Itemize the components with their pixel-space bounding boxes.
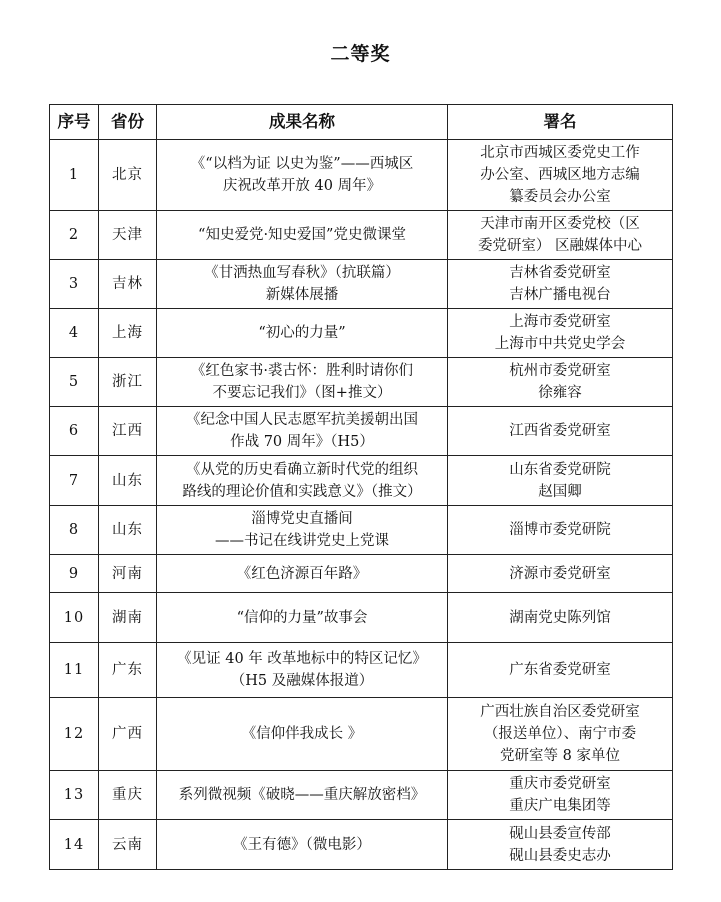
achievement-name-line: 《红色济源百年路》	[236, 565, 368, 582]
cell-seq: 10	[50, 593, 99, 643]
table-row	[50, 771, 673, 820]
author-line: 广东省委党研室	[509, 662, 611, 678]
table-row	[50, 260, 673, 309]
cell-seq: 6	[50, 407, 99, 456]
cell-seq: 14	[50, 820, 99, 870]
header-achievement-name: 成果名称	[157, 105, 448, 140]
table-row	[50, 211, 673, 260]
header-author: 署名	[448, 105, 673, 140]
author-line: 吉林省委党研室	[509, 265, 611, 281]
author-line: 吉林广播电视台	[509, 287, 611, 303]
cell-achievement-name	[157, 643, 448, 698]
cell-province: 天津	[99, 211, 157, 260]
cell-achievement-name	[157, 456, 448, 506]
achievement-name-line: 《“以档为证 以史为鉴”——西城区	[190, 156, 414, 172]
cell-achievement-name	[157, 260, 448, 309]
cell-province: 山东	[99, 506, 157, 555]
achievement-name-line: 《从党的历史看确立新时代党的组织	[186, 461, 418, 478]
cell-seq: 13	[50, 771, 99, 820]
achievement-name-line: “信仰的力量”故事会	[236, 609, 368, 626]
achievement-name-line: “知史爱党·知史爱国”党史微课堂	[198, 227, 406, 243]
table-row	[50, 456, 673, 506]
author-line: 重庆广电集团等	[509, 798, 611, 814]
cell-province: 北京	[99, 140, 157, 211]
author-line: 天津市南开区委党校（区	[480, 216, 640, 232]
achievement-name-line: （H5 及融媒体报道）	[230, 673, 374, 689]
table-row	[50, 358, 673, 407]
cell-province: 山东	[99, 456, 157, 506]
author-line: 淄博市委党研院	[509, 522, 611, 538]
author-line: 上海市委党研室	[509, 314, 611, 330]
author-line: 广西壮族自治区委党研室	[480, 704, 640, 720]
cell-author	[448, 358, 673, 407]
achievement-name-line: 《纪念中国人民志愿军抗美援朝出国	[186, 412, 418, 428]
achievement-name-line: 《王有德》（微电影）	[233, 836, 371, 853]
cell-author	[448, 593, 673, 643]
author-line: 江西省委党研室	[509, 423, 611, 439]
cell-province: 云南	[99, 820, 157, 870]
cell-author	[448, 643, 673, 698]
author-line: 党研室等 8 家单位	[500, 748, 620, 764]
achievement-name-line: 《红色家书·裘古怀：胜利时请你们	[190, 363, 414, 379]
achievement-name-line: 《信仰伴我成长 》	[241, 726, 363, 742]
author-line: 重庆市委党研室	[509, 776, 611, 792]
cell-seq: 2	[50, 211, 99, 260]
cell-author	[448, 407, 673, 456]
cell-achievement-name	[157, 506, 448, 555]
author-line: 北京市西城区委党史工作	[480, 145, 640, 161]
cell-achievement-name	[157, 820, 448, 870]
cell-province: 上海	[99, 309, 157, 358]
table-row	[50, 820, 673, 870]
author-line: 济源市委党研室	[509, 565, 611, 582]
author-line: 上海市中共党史学会	[494, 336, 626, 352]
page-title: 二等奖	[330, 43, 391, 65]
cell-achievement-name	[157, 593, 448, 643]
achievement-name-line: 《见证 40 年 改革地标中的特区记忆》	[177, 651, 427, 667]
cell-author	[448, 211, 673, 260]
cell-author	[448, 820, 673, 870]
cell-author	[448, 140, 673, 211]
table-row	[50, 643, 673, 698]
cell-province: 河南	[99, 555, 157, 593]
achievement-name-line: 作战 70 周年》（H5）	[230, 434, 374, 450]
cell-seq: 7	[50, 456, 99, 506]
cell-province: 吉林	[99, 260, 157, 309]
author-line: 砚山县委史志办	[509, 847, 611, 864]
cell-province: 湖南	[99, 593, 157, 643]
achievement-name-line: 系列微视频《破晓——重庆解放密档》	[178, 787, 426, 803]
cell-province: 广东	[99, 643, 157, 698]
cell-province: 浙江	[99, 358, 157, 407]
author-line: 办公室、西城区地方志编	[480, 167, 640, 183]
achievement-name-line: 《甘洒热血写春秋》（抗联篇）	[204, 265, 400, 281]
cell-achievement-name	[157, 358, 448, 407]
author-line: 湖南党史陈列馆	[509, 609, 611, 626]
author-line: 山东省委党研院	[509, 461, 611, 478]
cell-achievement-name	[157, 555, 448, 593]
cell-author	[448, 506, 673, 555]
header-province: 省份	[99, 105, 157, 140]
achievement-name-line: ——书记在线讲党史上党课	[215, 533, 389, 549]
achievement-name-line: 庆祝改革开放 40 周年》	[222, 178, 382, 194]
achievement-name-line: “初心的力量”	[258, 325, 346, 341]
author-line: 杭州市委党研室	[509, 363, 611, 379]
cell-province: 广西	[99, 698, 157, 771]
table-row	[50, 593, 673, 643]
cell-achievement-name	[157, 140, 448, 211]
cell-author	[448, 698, 673, 771]
cell-seq: 9	[50, 555, 99, 593]
author-line: 砚山县委宣传部	[509, 825, 611, 842]
cell-seq: 8	[50, 506, 99, 555]
achievement-name-line: 新媒体展播	[265, 287, 339, 303]
author-line: （报送单位）、南宁市委	[483, 726, 637, 742]
table-row	[50, 698, 673, 771]
achievement-name-line: 不要忘记我们》（图+推文）	[212, 385, 392, 401]
cell-author	[448, 309, 673, 358]
cell-province: 江西	[99, 407, 157, 456]
cell-author	[448, 555, 673, 593]
table-row	[50, 407, 673, 456]
cell-seq: 4	[50, 309, 99, 358]
cell-achievement-name	[157, 407, 448, 456]
achievement-name-line: 淄博党史直播间	[251, 511, 353, 527]
cell-author	[448, 456, 673, 506]
cell-achievement-name	[157, 771, 448, 820]
author-line: 徐雍容	[538, 385, 582, 401]
cell-seq: 5	[50, 358, 99, 407]
cell-seq: 12	[50, 698, 99, 771]
table-row	[50, 506, 673, 555]
awards-table	[49, 104, 673, 870]
cell-achievement-name	[157, 698, 448, 771]
cell-achievement-name	[157, 211, 448, 260]
table-row	[50, 140, 673, 211]
cell-seq: 1	[50, 140, 99, 211]
cell-achievement-name	[157, 309, 448, 358]
table-header-row	[50, 105, 673, 140]
cell-seq: 11	[50, 643, 99, 698]
author-line: 赵国卿	[538, 483, 582, 500]
cell-seq: 3	[50, 260, 99, 309]
achievement-name-line: 路线的理论价值和实践意义》（推文）	[182, 483, 422, 500]
cell-author	[448, 260, 673, 309]
table-row	[50, 309, 673, 358]
author-line: 纂委员会办公室	[509, 189, 611, 205]
table-row	[50, 555, 673, 593]
author-line: 委党研室） 区融媒体中心	[477, 238, 643, 254]
cell-province: 重庆	[99, 771, 157, 820]
cell-author	[448, 771, 673, 820]
header-seq: 序号	[50, 105, 99, 140]
